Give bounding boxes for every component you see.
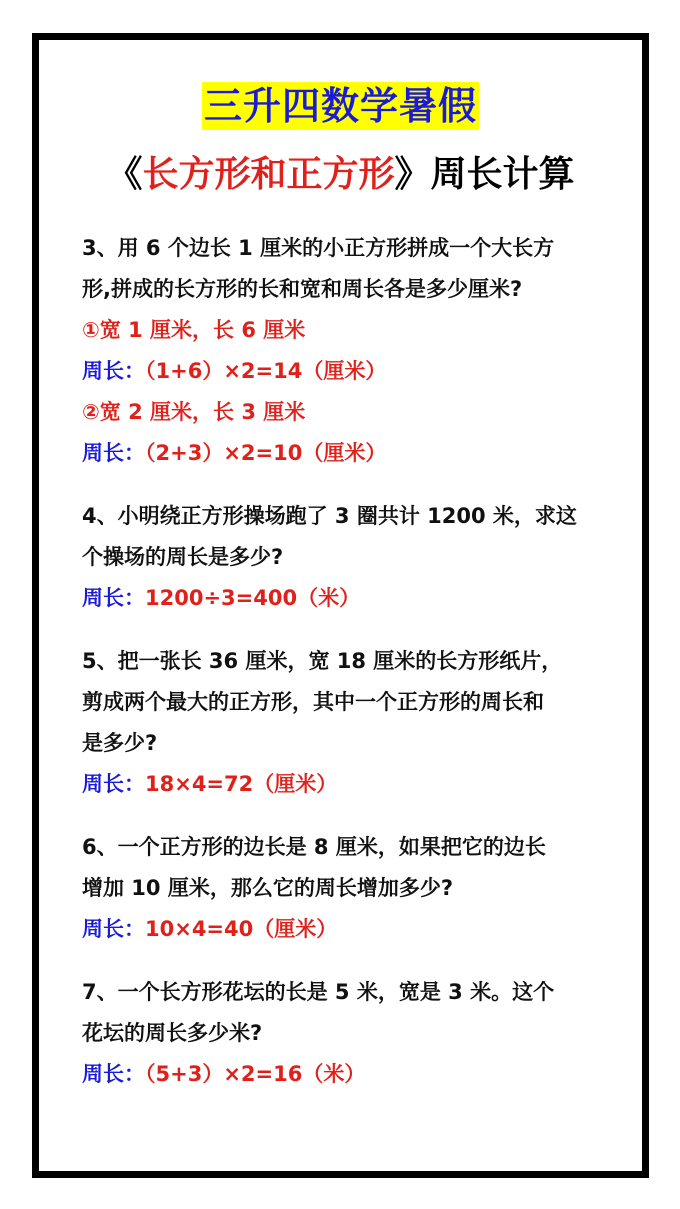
perimeter-line — [82, 433, 612, 474]
perimeter-formula: （5+3）×2=16（米） — [145, 1062, 366, 1086]
question-line: 个操场的周长是多少? — [82, 545, 284, 569]
perimeter-label: 周长： — [82, 772, 145, 796]
worksheet-frame — [32, 33, 649, 1178]
perimeter-label: 周长： — [82, 917, 145, 941]
perimeter-line — [82, 909, 612, 950]
answer-line: ②宽 2 厘米，长 3 厘米 — [82, 400, 306, 424]
spacer — [82, 619, 612, 641]
perimeter-line — [82, 578, 612, 619]
spacer — [82, 805, 612, 827]
perimeter-formula: 1200÷3=400（米） — [145, 586, 361, 610]
perimeter-label: 周长： — [82, 441, 145, 465]
title-container — [39, 82, 642, 130]
subtitle-close-bracket: 》 — [394, 154, 431, 195]
perimeter-line — [82, 1054, 612, 1095]
perimeter-formula: 18×4=72（厘米） — [145, 772, 338, 796]
problem-6 — [82, 827, 612, 950]
perimeter-line — [82, 764, 612, 805]
problem-7 — [82, 972, 612, 1095]
question-line: 6、一个正方形的边长是 8 厘米，如果把它的边长 — [82, 835, 546, 859]
question-line: 形,拼成的长方形的长和宽和周长各是多少厘米? — [82, 277, 523, 301]
question-line: 花坛的周长多少米? — [82, 1021, 263, 1045]
question-line: 4、小明绕正方形操场跑了 3 圈共计 1200 米，求这 — [82, 504, 577, 528]
perimeter-label: 周长： — [82, 359, 145, 383]
perimeter-formula: 10×4=40（厘米） — [145, 917, 338, 941]
spacer — [82, 950, 612, 972]
page-title: 三升四数学暑假 — [203, 84, 477, 128]
question-line: 剪成两个最大的正方形，其中一个正方形的周长和 — [82, 690, 544, 714]
problem-3 — [82, 228, 612, 474]
perimeter-formula: （1+6）×2=14（厘米） — [145, 359, 387, 383]
perimeter-formula: （2+3）×2=10（厘米） — [145, 441, 387, 465]
question-line: 是多少? — [82, 731, 158, 755]
problem-5 — [82, 641, 612, 805]
subtitle-topic: 长方形和正方形 — [142, 154, 395, 195]
perimeter-line — [82, 351, 612, 392]
subtitle-rest: 周长计算 — [430, 154, 575, 195]
question-line: 7、一个长方形花坛的长是 5 米，宽是 3 米。这个 — [82, 980, 555, 1004]
problem-list — [82, 228, 612, 1095]
perimeter-label: 周长： — [82, 1062, 145, 1086]
question-line: 增加 10 厘米，那么它的周长增加多少? — [82, 876, 454, 900]
answer-line: ①宽 1 厘米，长 6 厘米 — [82, 318, 306, 342]
problem-4 — [82, 496, 612, 619]
spacer — [82, 474, 612, 496]
question-line: 5、把一张长 36 厘米，宽 18 厘米的长方形纸片， — [82, 649, 563, 673]
page-subtitle — [39, 152, 642, 198]
perimeter-label: 周长： — [82, 586, 145, 610]
subtitle-open-bracket: 《 — [106, 154, 143, 195]
question-line: 3、用 6 个边长 1 厘米的小正方形拼成一个大长方 — [82, 236, 555, 260]
